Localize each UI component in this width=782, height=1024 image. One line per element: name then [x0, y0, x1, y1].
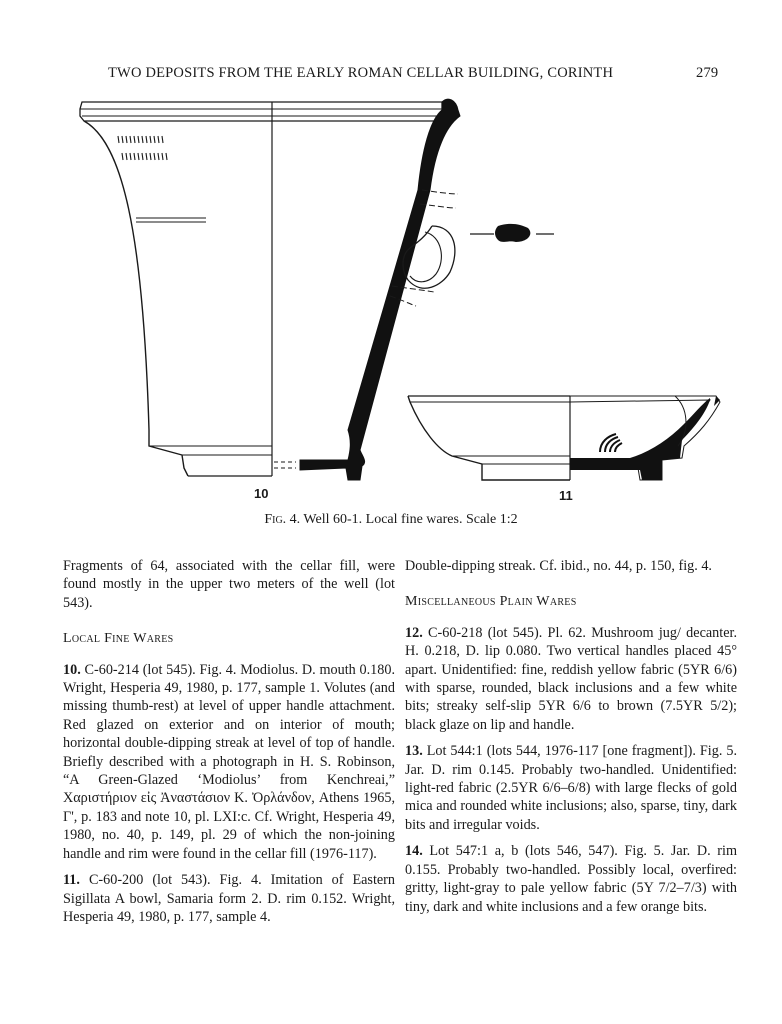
catalogue-entry-13: [405, 742, 737, 834]
entry-text: Lot 544:1 (lots 544, 1976-117 [one fragment]). Fig. 5. Jar. D. rim 0.145. Probably two-handled. Unidentified: light-red fabric (2.5YR 6/6–6/8) with large flecks of gold mica and rounded white inclusions; also, sparse, tiny, dark bits and irregular voids.: [405, 743, 738, 833]
pottery-profile-drawing: [70, 90, 770, 505]
entry-text: Lot 547:1 a, b (lots 546, 547). Fig. 5. Jar. D. rim 0.155. Probably two-handled. Possibly local, overfired: gritty, light-gray to pale yellow fabric (5Y 7/2–7/3) with tiny, dark and white inclusions and a few orange bits.: [405, 843, 737, 915]
entry-number: 13.: [405, 743, 423, 760]
page-number: 279: [696, 65, 719, 81]
entry-number: 14.: [405, 843, 423, 860]
entry-number: 11.: [63, 872, 80, 889]
catalogue-entry-10: [63, 661, 395, 863]
entry-text: C-60-200 (lot 543). Fig. 4. Imitation of Eastern Sigillata A bowl, Samaria form 2. D. rim 0.152. Wright, Hesperia 49, 1980, p. 177, sample 4.: [63, 872, 396, 925]
section-heading-miscellaneous-plain-wares: Miscellaneous Plain Wares: [405, 594, 577, 610]
entry-text: C-60-218 (lot 545). Pl. 62. Mushroom jug/ decanter. H. 0.218, D. lip 0.080. Two vertical handles placed 45° apart. Unidentified: fine, reddish yellow fabric (5YR 6/6) with sparse, rounded, black inclusions and a few white bits; streaky self-slip 5YR 6/6 to brown (7.5YR 5/2); black glaze on lip and handle.: [405, 624, 737, 733]
right-column: [405, 557, 737, 924]
entry-number: 12.: [405, 624, 423, 641]
catalogue-entry-11: [63, 871, 395, 926]
figure-label-10: 10: [254, 486, 269, 501]
vessel-11-bowl: [408, 396, 720, 480]
entry-number: 10.: [63, 661, 81, 678]
figure-caption: [0, 512, 782, 528]
figure-4: [70, 90, 770, 505]
running-title: TWO DEPOSITS FROM THE EARLY ROMAN CELLAR BUILDING, CORINTH: [108, 65, 614, 81]
figure-label-11: 11: [559, 488, 573, 503]
caption-prefix: Fig. 4.: [264, 512, 301, 527]
catalogue-entry-12: [405, 624, 737, 734]
catalogue-entry-14: [405, 842, 737, 916]
entry-text: C-60-214 (lot 545). Fig. 4. Modiolus. D. mouth 0.180. Wright, Hesperia 49, 1980, p. 177, sample 1. Volutes (and missing thumb-rest) at level of upper handle attachment. Red glazed on exterior and on interior of mouth; horizontal double-dipping streak at level of top of handle. Briefly described with a photograph in H. S. Robinson, “A Green-Glazed ‘Modiolus’ from Kenchreai,” Χαριστήριον εἰς Ἀναστάσιον Κ. Ὀρλάνδον, Athens 1965, Γ', p. 183 and note 10, pl. LXI:c. Cf. Wright, Hesperia 49, 1980, no. 40, p. 149, pl. 29 of which the non-joining handle and rim were found in the cellar fill (1976-117).: [63, 661, 396, 862]
caption-text: Well 60-1. Local fine wares. Scale 1:2: [303, 512, 518, 527]
left-column: [63, 557, 395, 934]
continuation-paragraph: Double-dipping streak. Cf. ibid., no. 44, p. 150, fig. 4.: [405, 558, 712, 574]
vessel-10-modiolus: [80, 99, 554, 480]
section-heading-local-fine-wares: Local Fine Wares: [63, 631, 174, 647]
intro-paragraph: Fragments of 64, associated with the cellar fill, were found mostly in the upper two meters of the well (lot 543).: [63, 558, 395, 611]
